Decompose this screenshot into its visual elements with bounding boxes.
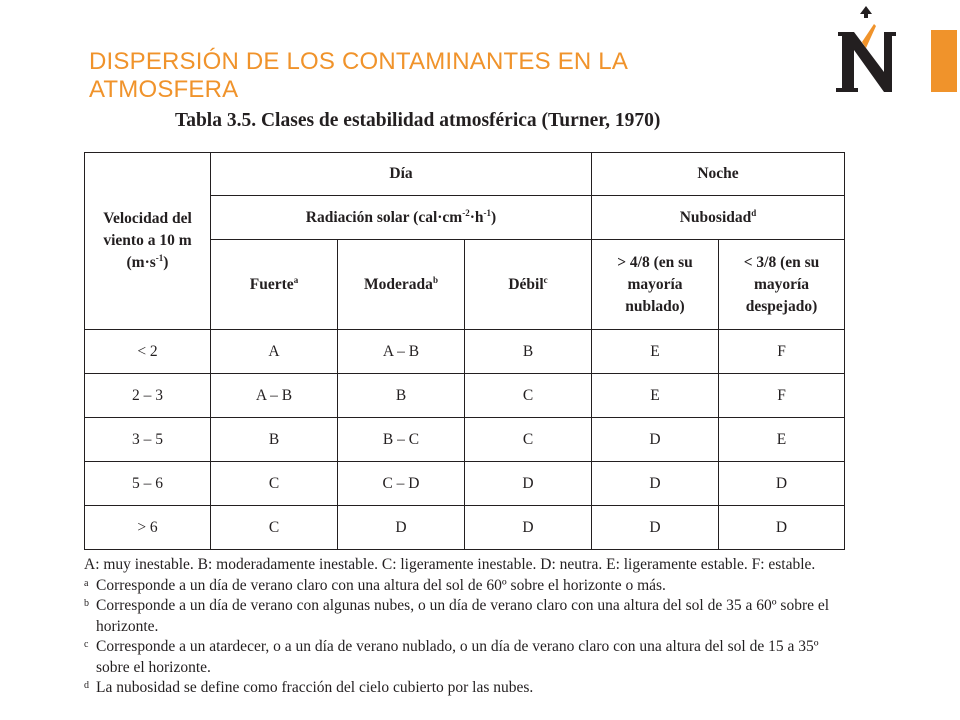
stability-legend: A: muy inestable. B: moderadamente inestable. C: ligeramente inestable. D: neutra. E: ligeramente estable. F: estable. xyxy=(84,556,816,573)
table-cell: C xyxy=(465,418,592,462)
header-strong: Fuerte$^a$ xyxy=(211,240,338,330)
footnote-b xyxy=(84,596,844,637)
stability-table xyxy=(84,152,845,550)
header-weak: Débil$^c$ xyxy=(465,240,592,330)
table-cell: E xyxy=(719,418,845,462)
table-cell: D xyxy=(719,462,845,506)
table-row xyxy=(85,374,845,418)
header-solar-radiation: Radiación solar $(cal\cdot cm^{-2}\cdot h^{-1})$ xyxy=(211,196,592,240)
table-cell: C xyxy=(211,506,338,550)
table-row xyxy=(85,418,845,462)
table-cell: B xyxy=(465,330,592,374)
table-cell: B – C xyxy=(338,418,465,462)
table-cell: E xyxy=(592,330,719,374)
table-cell: D xyxy=(719,506,845,550)
footnote-mark: d xyxy=(84,680,89,691)
table-cell: 5 – 6 xyxy=(85,462,211,506)
table-cell: 2 – 3 xyxy=(85,374,211,418)
footnote-c xyxy=(84,637,844,678)
header-under-3-8: < 3/8 (en su mayoría despejado) xyxy=(719,240,845,330)
table-cell: B xyxy=(338,374,465,418)
footnote-mark: c xyxy=(84,639,89,650)
footnote-mark: b xyxy=(84,598,89,609)
table-cell: D xyxy=(338,506,465,550)
header-moderate: Moderada$^b$ xyxy=(338,240,465,330)
header-row-1 xyxy=(85,153,845,196)
footnote-d xyxy=(84,678,844,699)
table-cell: D xyxy=(465,462,592,506)
footnote-mark: a xyxy=(84,577,89,589)
footnote-text: Corresponde a un día de verano con algunas nubes, o un día de verano claro con una altura del sol de 35 a 60º sobre el horizonte. xyxy=(96,597,830,635)
logo-mark-icon xyxy=(836,6,896,92)
table-cell: D xyxy=(592,418,719,462)
table-row xyxy=(85,462,845,506)
table-cell: C xyxy=(211,462,338,506)
header-wind-speed: Velocidad del viento a 10 m $(m\cdot s^{-1})$ xyxy=(85,153,211,330)
table-cell: > 6 xyxy=(85,506,211,550)
table-cell: A – B xyxy=(338,330,465,374)
table-cell: C xyxy=(465,374,592,418)
table-cell: < 2 xyxy=(85,330,211,374)
table-cell: A xyxy=(211,330,338,374)
table-cell: E xyxy=(592,374,719,418)
table-cell: A – B xyxy=(211,374,338,418)
header-over-4-8: > 4/8 (en su mayoría nublado) xyxy=(592,240,719,330)
table-cell: 3 – 5 xyxy=(85,418,211,462)
header-day: Día xyxy=(211,153,592,196)
slide-title: DISPERSIÓN DE LOS CONTAMINANTES EN LA ATMOSFERA xyxy=(89,48,627,103)
table-row xyxy=(85,330,845,374)
table-cell: C – D xyxy=(338,462,465,506)
table-cell: F xyxy=(719,330,845,374)
table-cell: F xyxy=(719,374,845,418)
table-cell: D xyxy=(465,506,592,550)
header-night: Noche xyxy=(592,153,845,196)
accent-bar xyxy=(931,30,957,92)
header-cloudiness: Nubosidad$^d$ xyxy=(592,196,845,240)
university-logo xyxy=(832,2,902,94)
footnote-text: La nubosidad se define como fracción del cielo cubierto por las nubes. xyxy=(96,679,534,696)
table-notes xyxy=(84,555,844,699)
footnote-text: Corresponde a un día de verano claro con una altura del sol de 60º sobre el horizonte o más. xyxy=(96,576,666,594)
footnote-text: Corresponde a un atardecer, o a un día de verano nublado, o un día de verano claro con una altura del sol de 15 a 35º sobre el horizonte. xyxy=(96,638,819,676)
table-cell: B xyxy=(211,418,338,462)
table-cell: D xyxy=(592,506,719,550)
table-row xyxy=(85,506,845,550)
footnote-a xyxy=(84,576,844,597)
table-cell: D xyxy=(592,462,719,506)
table-caption: Tabla 3.5. Clases de estabilidad atmosférica (Turner, 1970) xyxy=(175,110,661,131)
